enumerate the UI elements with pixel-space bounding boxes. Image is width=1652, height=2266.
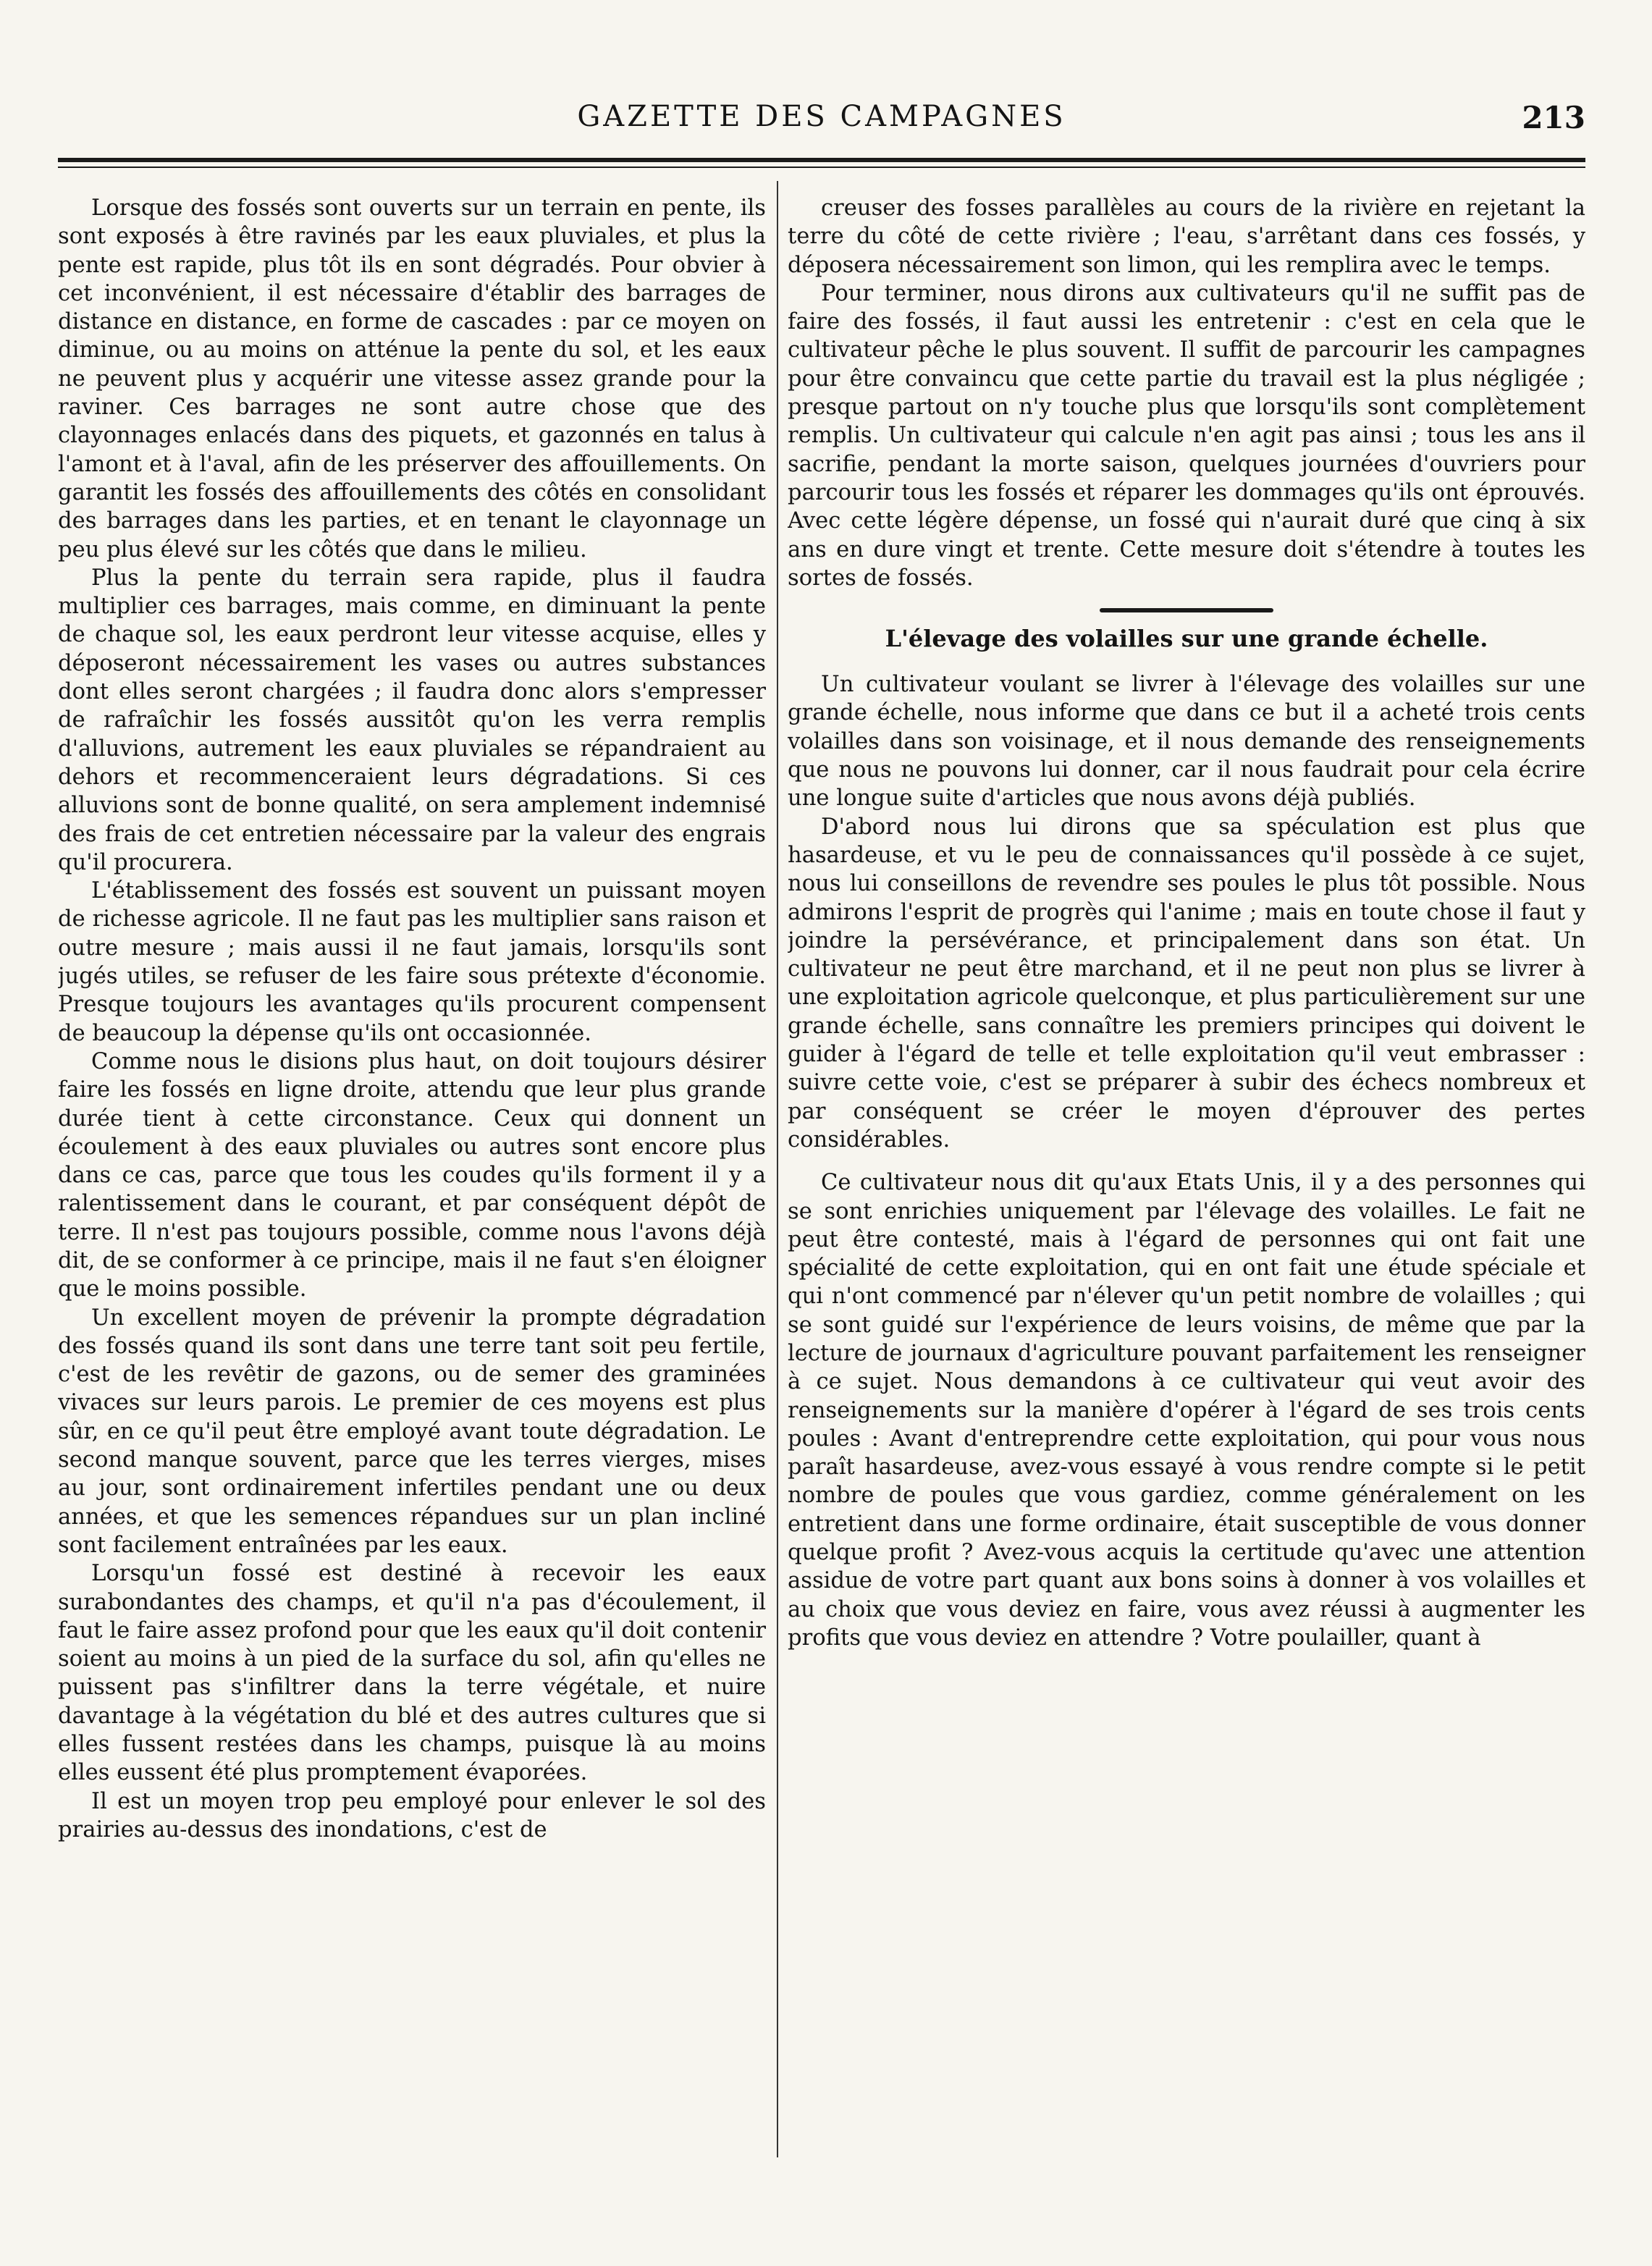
paragraph: Un excellent moyen de prévenir la prompte dégradation des fossés quand ils sont dans une terre tant soit peu fertile, c'est de les revêtir de gazons, ou de semer des graminées vivaces sur leurs parois. Le premier de ces moyens est plus sûr, en ce qu'il peut être employé avant toute dégradation. Le second manque souvent, parce que les terres vierges, mises au jour, sont ordinairement infertiles pendant une ou deux années, et que les semences répandues sur un plan incliné sont facilement entraînées par les eaux. xyxy=(58,1305,766,1558)
paragraph: Comme nous le disions plus haut, on doit toujours désirer faire les fossés en ligne droite, attendu que leur plus grande durée tient à cette circonstance. Ceux qui donnent un écoulement à des eaux pluviales ou autres sont encore plus dans ce cas, parce que tous les coudes qu'ils forment il y a ralentissement dans le courant, et par conséquent dépôt de terre. Il n'est pas toujours possible, comme nous l'avons déjà dit, de se conformer à ce principe, mais il ne faut s'en éloigner que le moins possible. xyxy=(58,1048,766,1302)
header-rule-thick xyxy=(58,158,1585,162)
page-header xyxy=(58,93,1585,136)
section-title: L'élevage des volailles sur une grande échelle. xyxy=(885,625,1488,653)
paragraph: Lorsque des fossés sont ouverts sur un terrain en pente, ils sont exposés à être ravinés par les eaux pluviales, et plus la pente est rapide, plus tôt ils en sont dégradés. Pour obvier à cet inconvénient, il est nécessaire d'établir des barrages de distance en distance, en forme de cascades : par ce moyen on diminue, ou au moins on atténue la pente du sol, et les eaux ne peuvent plus y acquérir une vitesse assez grande pour la raviner. Ces barrages ne sont autre chose que des clayonnages enlacés dans des piquets, et gazonnés en talus à l'amont et à l'aval, afin de les préserver des affouillements. On garantit les fossés des affouillements des côtés en consolidant des barrages dans les parties, et en tenant le clayonnage un peu plus élevé sur les côtés que dans le milieu. xyxy=(58,195,766,563)
left-column xyxy=(58,194,766,2149)
paragraph: Lorsqu'un fossé est destiné à recevoir les eaux surabondantes des champs, et qu'il n'a pas d'écoulement, il faut le faire assez profond pour que les eaux qu'il doit contenir soient au moins à un pied de la surface du sol, afin qu'elles ne puissent pas s'infiltrer dans la terre végétale, et nuire davantage à la végétation du blé et des autres cultures que si elles fussent restées dans les champs, puisque là au moins elles eussent été plus promptement évaporées. xyxy=(58,1561,766,1786)
paragraph: Il est un moyen trop peu employé pour enlever le sol des prairies au-dessus des inondations, c'est de xyxy=(58,1788,766,1842)
paragraph: Pour terminer, nous dirons aux cultivateurs qu'il ne suffit pas de faire des fossés, il faut aussi les entretenir : c'est en cela que le cultivateur pêche le plus souvent. Il suffit de parcourir les campagnes pour être convaincu que cette partie du travail est la plus négligée ; presque partout on n'y touche plus que lorsqu'ils sont complètement remplis. Un cultivateur qui calcule n'en agit pas ainsi ; tous les ans il sacrifie, pendant la morte saison, quelques journées d'ouvriers pour parcourir tous les fossés et réparer les dommages qu'ils ont éprouvés. Avec cette légère dépense, un fossé qui n'aurait duré que cinq à six ans en dure vingt et trente. Cette mesure doit s'étendre à toutes les sortes de fossés. xyxy=(788,280,1585,591)
header-rule-thin xyxy=(58,167,1585,168)
paragraph: Ce cultivateur nous dit qu'aux Etats Unis, il y a des personnes qui se sont enrichies uniquement par l'élevage des volailles. Le fait ne peut être contesté, mais à l'égard de personnes qui ont fait une spécialité de cette exploitation, qui en ont fait une étude spéciale et qui n'ont commencé par n'élever qu'un petit nombre de volailles ; qui se sont guidé sur l'expérience de leurs voisins, de même que par la lecture de journaux d'agriculture pouvant parfaitement les renseigner à ce sujet. Nous demandons à ce cultivateur qui veut avoir des renseignements sur la manière d'opérer à l'égard de ses trois cents poules : Avant d'entreprendre cette exploitation, qui pour vous nous paraît hasardeuse, avez-vous essayé à vous rendre compte si le petit nombre de poules que vous gardiez, comme généralement on les entretient dans une forme ordinaire, était susceptible de vous donner quelque profit ? Avez-vous acquis la certitude qu'avec une attention assidue de votre part quant aux bons soins à donner à vos volailles et au choix que vous deviez en faire, vous avez réussi à augmenter les profits que vous deviez en attendre ? Votre poulailler, quant à xyxy=(788,1170,1585,1651)
paragraph: creuser des fosses parallèles au cours de la rivière en rejetant la terre du côté de cette rivière ; l'eau, s'arrêtant dans ces fossés, y déposera nécessairement son limon, qui les remplira avec le temps. xyxy=(788,195,1585,278)
paragraph: Un cultivateur voulant se livrer à l'élevage des volailles sur une grande échelle, nous informe que dans ce but il a acheté trois cents volailles dans son voisinage, et il nous demande des renseignements que nous ne pouvons lui donner, car il nous faudrait pour cela écrire une longue suite d'articles que nous avons déjà publiés. xyxy=(788,672,1585,812)
paragraph: D'abord nous lui dirons que sa spéculation est plus que hasardeuse, et vu le peu de connaissances qu'il possède à ce sujet, nous lui conseillons de revendre ses poules le plus tôt possible. Nous admirons l'esprit de progrès qui l'anime ; mais en toute chose il faut y joindre la persévérance, et principalement dans son état. Un cultivateur ne peut être marchand, et il ne peut non plus se livrer à une exploitation agricole quelconque, et plus particulièrement sur une grande échelle, sans connaître les premiers principes qui doivent le guider à l'égard de telle et telle exploitation qu'il veut embrasser : suivre cette voie, c'est se préparer à subir des échecs nombreux et par conséquent se créer le moyen d'éprouver des pertes considérables. xyxy=(788,814,1585,1153)
column-divider xyxy=(777,181,778,2157)
section-separator xyxy=(1100,608,1273,612)
paragraph: Plus la pente du terrain sera rapide, plus il faudra multiplier ces barrages, mais comme, en diminuant la pente de chaque sol, les eaux perdront leur vitesse acquise, elles y déposeront nécessairement les vases ou autres substances dont elles seront chargées ; il faudra donc alors s'empresser de rafraîchir les fossés aussitôt qu'on les verra remplis d'alluvions, autrement les eaux pluviales se répandraient au dehors et recommenceraient leurs dégradations. Si ces alluvions sont de bonne qualité, on sera amplement indemnisé des frais de cet entretien nécessaire par la valeur des engrais qu'il procurera. xyxy=(58,565,766,875)
right-column xyxy=(788,194,1585,2149)
paragraph: L'établissement des fossés est souvent un puissant moyen de richesse agricole. Il ne faut pas les multiplier sans raison et outre mesure ; mais aussi il ne faut jamais, lorsqu'ils sont jugés utiles, se refuser de les faire sous prétexte d'économie. Presque toujours les avantages qu'ils procurent compensent de beaucoup la dépense qu'ils ont occasionnée. xyxy=(58,878,766,1046)
running-title: GAZETTE DES CAMPAGNES xyxy=(577,100,1066,133)
paragraph-gap xyxy=(788,1154,1585,1168)
page-number: 213 xyxy=(1522,100,1585,135)
